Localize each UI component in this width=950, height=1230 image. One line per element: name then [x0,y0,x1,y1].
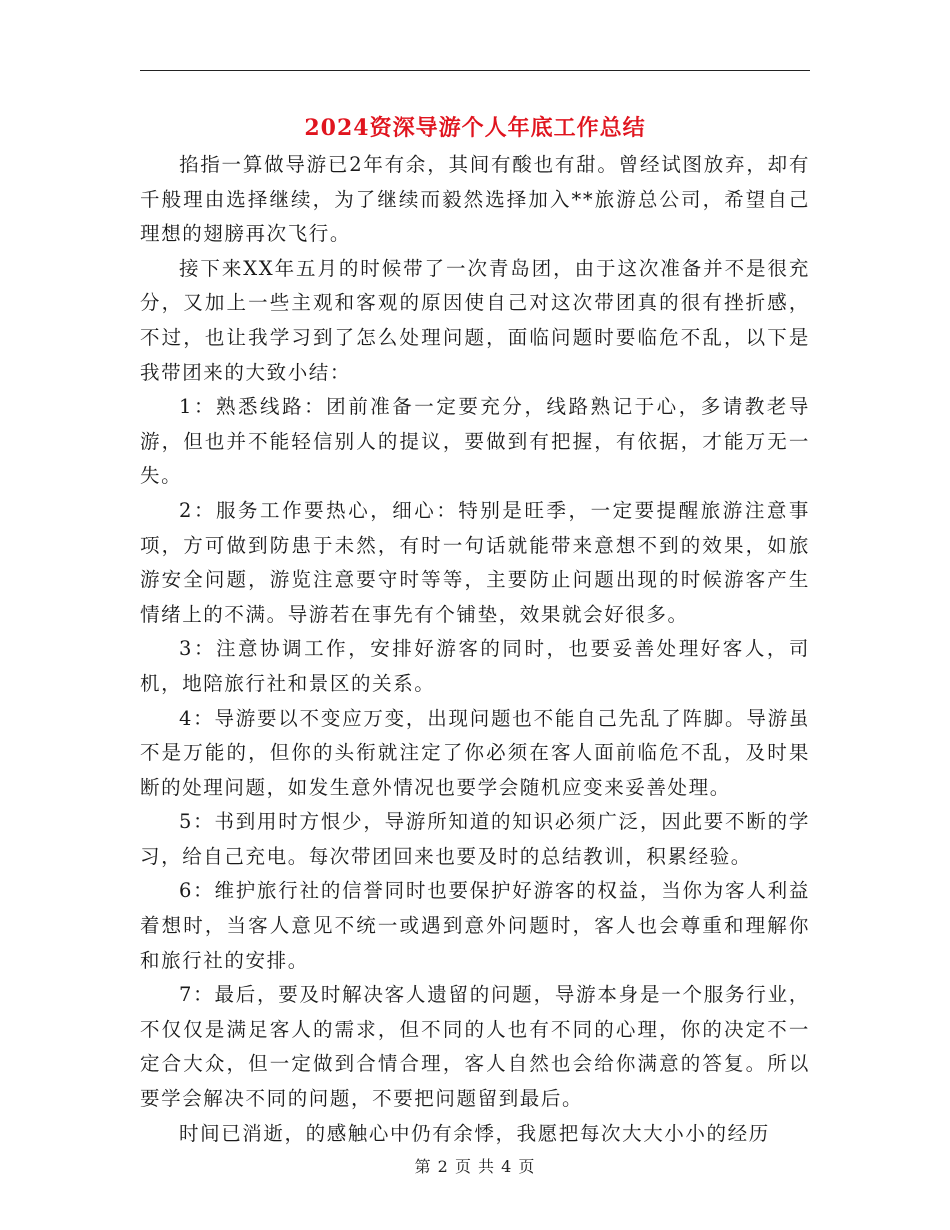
paragraph-intro: 掐指一算做导游已2年有余，其间有酸也有甜。曾经试图放弃，却有千般理由选择继续，为了继续而毅然选择加入**旅游总公司，希望自己理想的翅膀再次飞行。 [140,153,810,246]
paragraph-point-7: 7：最后，要及时解决客人遗留的问题，导游本身是一个服务行业，不仅仅是满足客人的需求，但不同的人也有不同的心理，你的决定不一定合大众，但一定做到合情合理，客人自然也会给你满意的答复。所以要学会解决不同的问题，不要把问题留到最后。 [140,983,810,1111]
document-body [140,148,810,1151]
paragraph-point-2: 2：服务工作要热心，细心：特别是旺季，一定要提醒旅游注意事项，方可做到防患于未然，有时一句话就能带来意想不到的效果，如旅游安全问题，游览注意要守时等等，主要防止问题出现的时候游客产生情绪上的不满。导游若在事先有个铺垫，效果就会好很多。 [140,498,810,626]
paragraph-point-6: 6：维护旅行社的信誉同时也要保护好游客的权益，当你为客人利益着想时，当客人意见不统一或遇到意外问题时，客人也会尊重和理解你和旅行社的安排。 [140,879,810,972]
page-number: 第 2 页 共 4 页 [414,1157,536,1176]
document-title: 2024资深导游个人年底工作总结 [304,115,646,141]
paragraph-qingdao-tour: 接下来XX年五月的时候带了一次青岛团，由于这次准备并不是很充分，又加上一些主观和客观的原因使自己对这次带团真的很有挫折感，不过，也让我学习到了怎么处理问题，面临问题时要临危不乱，以下是我带团来的大致小结： [140,256,810,384]
paragraph-closing: 时间已消逝，的感触心中仍有余悸，我愿把每次大大小小的经历 [179,1121,770,1145]
paragraph-point-1: 1：熟悉线路：团前准备一定要充分，线路熟记于心，多请教老导游，但也并不能轻信别人的提议，要做到有把握，有依据，才能万无一失。 [140,395,810,488]
paragraph-point-5: 5：书到用时方恨少，导游所知道的知识必须广泛，因此要不断的学习，给自己充电。每次带团回来也要及时的总结教训，积累经验。 [140,810,810,868]
paragraph-point-4: 4：导游要以不变应万变，出现问题也不能自己先乱了阵脚。导游虽不是万能的，但你的头衔就注定了你必须在客人面前临危不乱，及时果断的处理问题，如发生意外情况也要学会随机应变来妥善处理。 [140,706,810,799]
header-rule [140,70,810,71]
paragraph-point-3: 3：注意协调工作，安排好游客的同时，也要妥善处理好客人，司机，地陪旅行社和景区的关系。 [140,637,810,695]
